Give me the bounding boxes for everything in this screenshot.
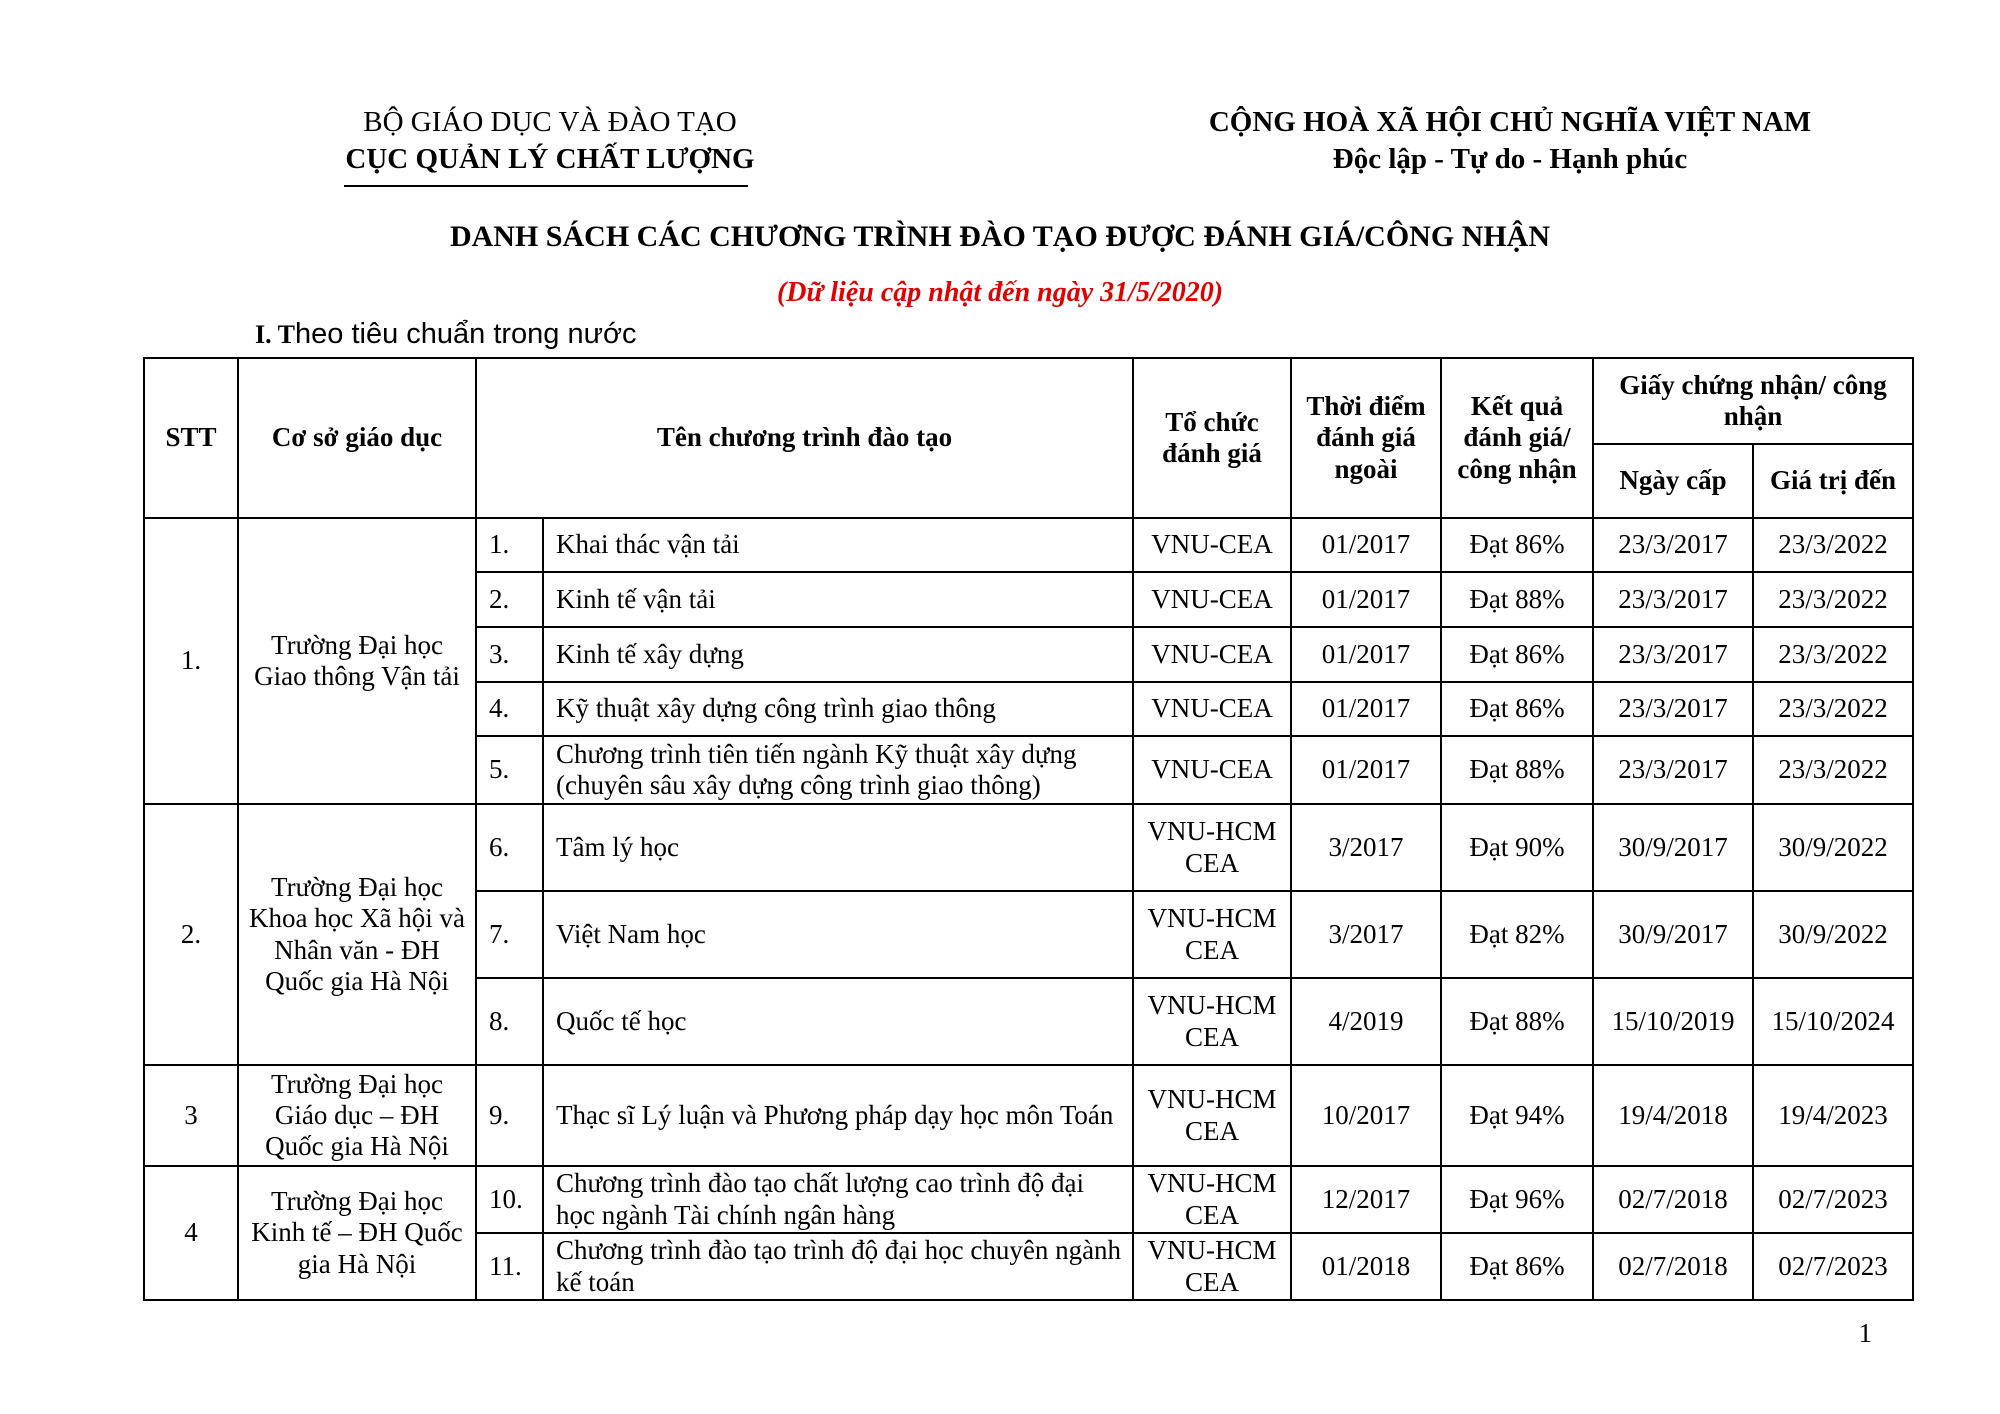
program-name: Chương trình đào tạo chất lượng cao trình độ đại học ngành Tài chính ngân hàng — [543, 1166, 1133, 1233]
section-text: heo tiêu chuẩn trong nước — [295, 318, 637, 350]
program-name: Chương trình đào tạo trình độ đại học chuyên ngành kế toán — [543, 1233, 1133, 1300]
program-no: 8. — [476, 978, 543, 1065]
header-program: Tên chương trình đào tạo — [476, 358, 1133, 518]
school-name: Trường Đại học Khoa học Xã hội và Nhân văn - ĐH Quốc gia Hà Nội — [238, 804, 476, 1065]
header-school: Cơ sở giáo dục — [238, 358, 476, 518]
program-time: 01/2017 — [1291, 518, 1441, 572]
program-result: Đạt 96% — [1441, 1166, 1593, 1233]
accreditation-table — [143, 357, 1914, 1301]
program-org: VNU-HCM CEA — [1133, 1233, 1291, 1300]
program-org: VNU-CEA — [1133, 682, 1291, 736]
program-no: 10. — [476, 1166, 543, 1233]
program-valid-until: 23/3/2022 — [1753, 682, 1913, 736]
program-time: 01/2017 — [1291, 736, 1441, 804]
program-no: 4. — [476, 682, 543, 736]
program-result: Đạt 86% — [1441, 1233, 1593, 1300]
program-time: 01/2018 — [1291, 1233, 1441, 1300]
table-row — [144, 1166, 1913, 1233]
program-name: Chương trình tiên tiến ngành Kỹ thuật xây dựng (chuyên sâu xây dựng công trình giao thông) — [543, 736, 1133, 804]
program-valid-until: 30/9/2022 — [1753, 891, 1913, 978]
program-no: 6. — [476, 804, 543, 891]
program-time: 01/2017 — [1291, 572, 1441, 627]
program-result: Đạt 94% — [1441, 1065, 1593, 1166]
program-name: Việt Nam học — [543, 891, 1133, 978]
program-issue-date: 23/3/2017 — [1593, 736, 1753, 804]
header-underline — [344, 185, 748, 187]
department-name: CỤC QUẢN LÝ CHẤT LƯỢNG — [345, 143, 755, 175]
program-no: 2. — [476, 572, 543, 627]
program-name: Kỹ thuật xây dựng công trình giao thông — [543, 682, 1133, 736]
program-name: Kinh tế xây dựng — [543, 627, 1133, 682]
program-time: 3/2017 — [1291, 891, 1441, 978]
program-time: 3/2017 — [1291, 804, 1441, 891]
school-name: Trường Đại học Kinh tế – ĐH Quốc gia Hà Nội — [238, 1166, 476, 1300]
table-row — [144, 804, 1913, 891]
program-time: 12/2017 — [1291, 1166, 1441, 1233]
program-name: Quốc tế học — [543, 978, 1133, 1065]
program-valid-until: 02/7/2023 — [1753, 1233, 1913, 1300]
document-title: DANH SÁCH CÁC CHƯƠNG TRÌNH ĐÀO TẠO ĐƯỢC ĐÁNH GIÁ/CÔNG NHẬN — [449, 220, 1551, 253]
program-result: Đạt 86% — [1441, 627, 1593, 682]
table-row — [144, 1065, 1913, 1166]
school-stt: 2. — [144, 804, 238, 1065]
program-valid-until: 15/10/2024 — [1753, 978, 1913, 1065]
program-no: 9. — [476, 1065, 543, 1166]
program-time: 01/2017 — [1291, 627, 1441, 682]
program-org: VNU-HCM CEA — [1133, 978, 1291, 1065]
program-time: 10/2017 — [1291, 1065, 1441, 1166]
national-motto: Độc lập - Tự do - Hạnh phúc — [1332, 143, 1688, 175]
program-result: Đạt 86% — [1441, 682, 1593, 736]
program-issue-date: 23/3/2017 — [1593, 682, 1753, 736]
section-number: I. T — [255, 320, 295, 349]
program-no: 5. — [476, 736, 543, 804]
program-name: Kinh tế vận tải — [543, 572, 1133, 627]
section-heading — [255, 318, 637, 351]
program-issue-date: 23/3/2017 — [1593, 518, 1753, 572]
program-name: Thạc sĩ Lý luận và Phương pháp dạy học môn Toán — [543, 1065, 1133, 1166]
program-result: Đạt 88% — [1441, 736, 1593, 804]
program-no: 7. — [476, 891, 543, 978]
program-result: Đạt 88% — [1441, 572, 1593, 627]
program-result: Đạt 82% — [1441, 891, 1593, 978]
program-issue-date: 15/10/2019 — [1593, 978, 1753, 1065]
program-org: VNU-CEA — [1133, 736, 1291, 804]
school-stt: 1. — [144, 518, 238, 804]
program-result: Đạt 90% — [1441, 804, 1593, 891]
program-no: 1. — [476, 518, 543, 572]
program-no: 11. — [476, 1233, 543, 1300]
program-org: VNU-HCM CEA — [1133, 804, 1291, 891]
school-stt: 4 — [144, 1166, 238, 1300]
program-org: VNU-HCM CEA — [1133, 1065, 1291, 1166]
program-result: Đạt 86% — [1441, 518, 1593, 572]
school-name: Trường Đại học Giao thông Vận tải — [238, 518, 476, 804]
header-valid-until: Giá trị đến — [1753, 444, 1913, 518]
program-valid-until: 23/3/2022 — [1753, 518, 1913, 572]
header-result: Kết quả đánh giá/ công nhận — [1441, 358, 1593, 518]
program-issue-date: 02/7/2018 — [1593, 1233, 1753, 1300]
program-issue-date: 30/9/2017 — [1593, 891, 1753, 978]
program-issue-date: 02/7/2018 — [1593, 1166, 1753, 1233]
program-issue-date: 23/3/2017 — [1593, 627, 1753, 682]
school-name: Trường Đại học Giáo dục – ĐH Quốc gia Hà Nội — [238, 1065, 476, 1166]
school-stt: 3 — [144, 1065, 238, 1166]
program-org: VNU-CEA — [1133, 627, 1291, 682]
program-no: 3. — [476, 627, 543, 682]
program-time: 01/2017 — [1291, 682, 1441, 736]
program-valid-until: 23/3/2022 — [1753, 627, 1913, 682]
program-valid-until: 23/3/2022 — [1753, 572, 1913, 627]
program-issue-date: 23/3/2017 — [1593, 572, 1753, 627]
page-number: 1 — [1858, 1318, 1872, 1348]
program-valid-until: 23/3/2022 — [1753, 736, 1913, 804]
program-valid-until: 19/4/2023 — [1753, 1065, 1913, 1166]
program-valid-until: 30/9/2022 — [1753, 804, 1913, 891]
update-date-note: (Dữ liệu cập nhật đến ngày 31/5/2020) — [776, 277, 1224, 308]
country-name: CỘNG HOÀ XÃ HỘI CHỦ NGHĨA VIỆT NAM — [1208, 106, 1812, 138]
header-issue-date: Ngày cấp — [1593, 444, 1753, 518]
program-name: Khai thác vận tải — [543, 518, 1133, 572]
program-name: Tâm lý học — [543, 804, 1133, 891]
header-certificate: Giấy chứng nhận/ công nhận — [1593, 358, 1913, 444]
program-time: 4/2019 — [1291, 978, 1441, 1065]
header-time: Thời điểm đánh giá ngoài — [1291, 358, 1441, 518]
program-issue-date: 30/9/2017 — [1593, 804, 1753, 891]
header-org: Tổ chức đánh giá — [1133, 358, 1291, 518]
program-org: VNU-CEA — [1133, 518, 1291, 572]
program-valid-until: 02/7/2023 — [1753, 1166, 1913, 1233]
program-org: VNU-CEA — [1133, 572, 1291, 627]
program-issue-date: 19/4/2018 — [1593, 1065, 1753, 1166]
program-org: VNU-HCM CEA — [1133, 891, 1291, 978]
ministry-name: BỘ GIÁO DỤC VÀ ĐÀO TẠO — [363, 106, 737, 138]
header-stt: STT — [144, 358, 238, 518]
program-org: VNU-HCM CEA — [1133, 1166, 1291, 1233]
table-row — [144, 518, 1913, 572]
program-result: Đạt 88% — [1441, 978, 1593, 1065]
